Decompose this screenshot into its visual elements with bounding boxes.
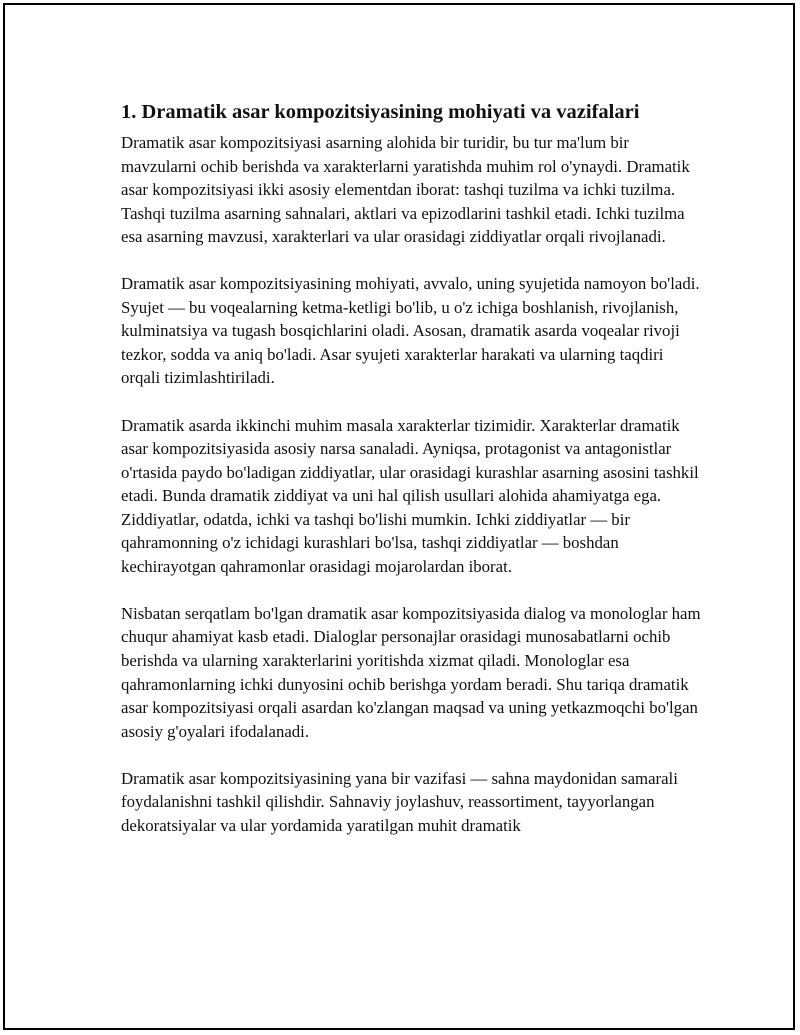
- paragraph-2: Dramatik asar kompozitsiyasining mohiyati, avvalo, uning syujetida namoyon bo'ladi. Syujet — bu voqealarning ketma-ketligi bo'lib, u o'z ichiga boshlanish, rivojlanish, kulminatsiya va tugash bosqichlarini oladi. Asosan, dramatik asarda voqealar rivoji tezkor, sodda va aniq bo'ladi. Asar syujeti xarakterlar harakati va ularning taqdiri orqali tizimlashtiriladi.: [121, 274, 700, 388]
- page-frame: [3, 3, 795, 1030]
- paragraph-4: Nisbatan serqatlam bo'lgan dramatik asar kompozitsiyasida dialog va monologlar ham chuqur ahamiyat kasb etadi. Dialoglar personajlar orasidagi munosabatlarni ochib berishda va ularning xarakterlarini yoritishda xizmat qiladi. Monologlar esa qahramonlarning ichki dunyosini ochib berishga yordam beradi. Shu tariqa dramatik asar kompozitsiyasi orqali asardan ko'zlangan maqsad va uning yetkazmoqchi bo'lgan asosiy g'oyalari ifodalanadi.: [121, 603, 701, 741]
- section-heading: 1. Dramatik asar kompozitsiyasining mohiyati va vazifalari: [121, 101, 640, 123]
- paragraph-3: Dramatik asarda ikkinchi muhim masala xarakterlar tizimidir. Xarakterlar dramatik asar kompozitsiyasida asosiy narsa sanaladi. Ayniqsa, protagonist va antagonistlar o'rtasida paydo bo'ladigan ziddiyatlar, ular orasidagi kurashlar asarning asosini tashkil etadi. Bunda dramatik ziddiyat va uni hal qilish usullari alohida ahamiyatga ega. Ziddiyatlar, odatda, ichki va tashqi bo'lishi mumkin. Ichki ziddiyatlar — bir qahramonning o'z ichidagi kurashlari bo'lsa, tashqi ziddiyatlar — boshdan kechirayotgan qahramonlar orasidagi mojarolardan iborat.: [121, 415, 699, 576]
- document-body: [121, 98, 701, 861]
- paragraph-1: Dramatik asar kompozitsiyasi asarning alohida bir turidir, bu tur ma'lum bir mavzularni ochib berishda va xarakterlarni yaratishda muhim rol o'ynaydi. Dramatik asar kompozitsiyasi ikki asosiy elementdan iborat: tashqi tuzilma va ichki tuzilma. Tashqi tuzilma asarning sahnalari, aktlari va epizodlarini tashkil etadi. Ichki tuzilma esa asarning mavzusi, xarakterlari va ular orasidagi ziddiyatlar orqali rivojlanadi.: [121, 133, 690, 247]
- paragraph-5: Dramatik asar kompozitsiyasining yana bir vazifasi — sahna maydonidan samarali foydalanishni tashkil qilishdir. Sahnaviy joylashuv, reassortiment, tayyorlangan dekoratsiyalar va ular yordamida yaratilgan muhit dramatik: [121, 768, 678, 835]
